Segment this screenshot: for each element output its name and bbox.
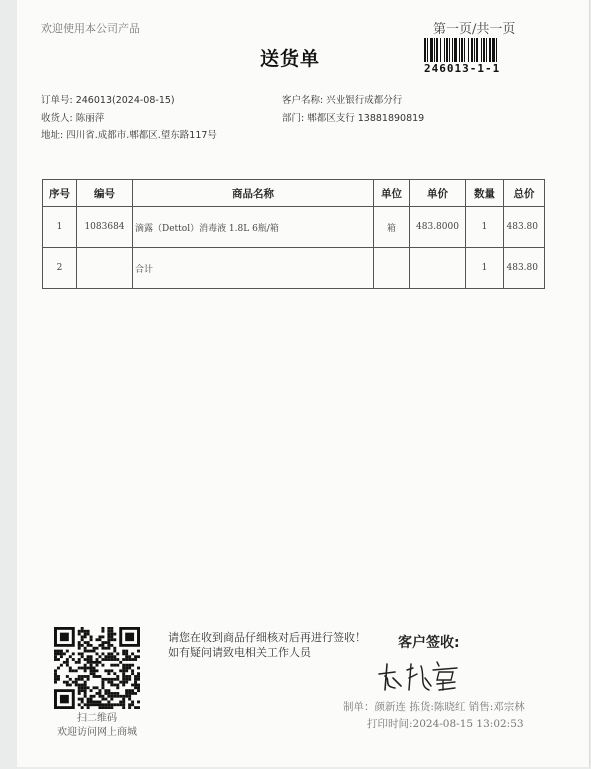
document-title: 送货单	[260, 48, 321, 70]
cell-seq: 1	[43, 207, 77, 248]
order-number: 订单号: 246013(2024-08-15)	[41, 95, 175, 106]
cell-code: 1083684	[77, 207, 133, 248]
qr-caption	[39, 712, 155, 740]
welcome-text: 欢迎使用本公司产品	[41, 22, 140, 35]
page-indicator: 第一页/共一页	[433, 22, 516, 37]
qr-caption-line-2: 欢迎访问网上商城	[57, 727, 137, 738]
delivery-address: 地址: 四川省.成都市.郫都区.望东路117号	[41, 130, 217, 141]
receiver-name: 收货人: 陈丽萍	[41, 113, 105, 124]
cell-total: 483.80	[504, 248, 545, 289]
handwritten-signature	[373, 656, 463, 696]
col-unit-header: 单位	[374, 180, 410, 207]
col-seq-header: 序号	[43, 180, 77, 207]
table-row	[43, 207, 545, 248]
cell-total: 483.80	[504, 207, 545, 248]
print-time: 打印时间:2024-08-15 13:02:53	[367, 718, 524, 730]
cell-product-name: 合计	[133, 248, 374, 289]
col-total-header: 总价	[504, 180, 545, 207]
qr-caption-line-1: 扫二维码	[77, 713, 117, 724]
delivery-note-sheet	[17, 0, 590, 767]
cell-unit: 箱	[374, 207, 410, 248]
cell-product-name: 滴露（Dettol）消毒液 1.8L 6瓶/箱	[133, 207, 374, 248]
barcode-image	[424, 38, 524, 62]
table-row	[43, 248, 545, 289]
staff-info: 制单：颜新连 拣货:陈晓红 销售:邓宗林	[343, 701, 525, 713]
cell-price	[410, 248, 466, 289]
cell-qty: 1	[466, 248, 504, 289]
department-phone: 部门: 郫都区支行 13881890819	[282, 113, 425, 124]
cell-unit	[374, 248, 410, 289]
customer-sign-label: 客户签收:	[398, 635, 460, 651]
qr-code-image	[54, 627, 140, 709]
col-qty-header: 数量	[466, 180, 504, 207]
receipt-notice: 请您在收到商品仔细核对后再进行签收！如有疑问请致电相关工作人员	[168, 631, 366, 659]
cell-code	[77, 248, 133, 289]
col-name-header: 商品名称	[133, 180, 374, 207]
cell-seq: 2	[43, 248, 77, 289]
customer-name: 客户名称: 兴业银行成都分行	[282, 95, 403, 106]
col-price-header: 单价	[410, 180, 466, 207]
items-table	[42, 179, 545, 289]
cell-price: 483.8000	[410, 207, 466, 248]
table-header-row	[43, 180, 545, 207]
barcode-number: 246013-1-1	[424, 62, 501, 75]
col-code-header: 编号	[77, 180, 133, 207]
cell-qty: 1	[466, 207, 504, 248]
